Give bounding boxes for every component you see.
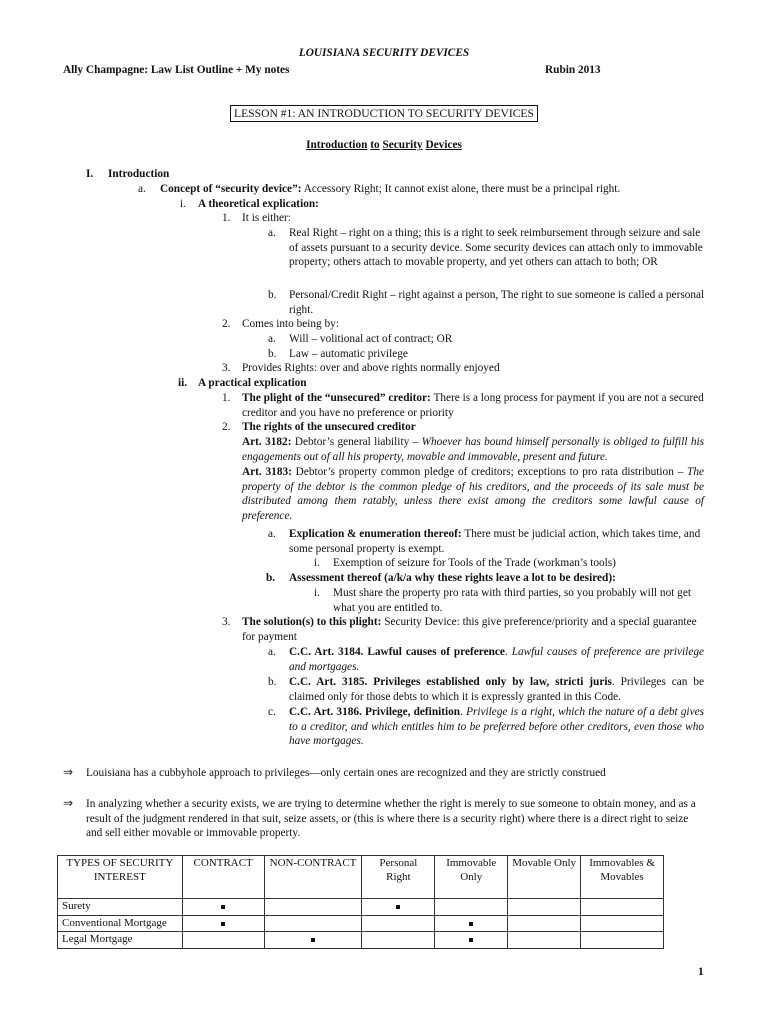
bullet-mark-icon (469, 938, 473, 942)
outline-item-art-3184: C.C. Art. 3184. Lawful causes of preference. Lawful causes of preference are privilege and mortgages. (289, 646, 704, 673)
lesson-title: LESSON #1: AN INTRODUCTION TO SECURITY DEVICES (230, 105, 538, 122)
arrow-icon: ⇒ (63, 765, 74, 779)
table-cell-mark (581, 932, 664, 949)
item-label: C.C. Art. 3186. Privilege, definition (289, 706, 461, 718)
item-quote: Privilege is a right, which the nature of a debt gives to a creditor, and which entitles him to be preferred before other creditors, even those who have mortgages. (289, 706, 704, 748)
outline-heading-assessment: Assessment thereof (a/k/a why these rights leave a lot to be desired): (289, 572, 616, 584)
outline-num: 2. (222, 421, 231, 433)
outline-num: a. (268, 333, 276, 345)
item-label: C.C. Art. 3184. Lawful causes of preference (289, 646, 505, 658)
table-header-cell: Immovable Only (435, 856, 508, 899)
table-header-cell: CONTRACT (182, 856, 264, 899)
table-row (58, 932, 664, 949)
outline-item: Must share the property pro rata with third parties, so you probably will not get what you are entitled to. (333, 587, 691, 614)
document-title: LOUISIANA SECURITY DEVICES (298, 47, 470, 59)
item-text: There is a long process for payment if you are not a secured creditor and you have no preference or priority (242, 392, 704, 419)
item-text: Security Device: this give preference/priority and a special guarantee for payment (242, 616, 697, 643)
table-cell-mark (581, 915, 664, 932)
subtitle-word: Devices (425, 139, 462, 151)
item-label: Concept of “security device”: (160, 183, 302, 195)
course-label: Rubin 2013 (545, 64, 601, 76)
subtitle-word: Introduction (306, 139, 368, 151)
outline-num: c. (268, 706, 276, 718)
outline-num: b. (266, 572, 276, 584)
bullet-mark-icon (311, 938, 315, 942)
item-text: There must be judicial action, which takes time, and some personal property is exempt. (289, 528, 701, 555)
outline-num: 1. (222, 392, 231, 404)
outline-num: I. (86, 168, 94, 180)
table-cell-mark (362, 899, 435, 916)
outline-heading-rights: The rights of the unsecured creditor (242, 421, 416, 433)
outline-item-real-right: Real Right – right on a thing; this is a right to seek reimbursement through seizure and sale of assets pursuant to a security device. Some security devices can attach only to immovable property; others attach to movable property, and yet others can attach to both; OR (289, 227, 703, 269)
table-cell-mark (508, 899, 581, 916)
table-cell-mark (508, 932, 581, 949)
outline-item: It is either: (242, 212, 291, 224)
note-text: Louisiana has a cubbyhole approach to privileges—only certain ones are recognized and they are strictly construed (86, 767, 606, 779)
outline-heading-theoretical: A theoretical explication: (198, 198, 319, 210)
outline-num: 2. (222, 318, 231, 330)
table-cell-mark (264, 899, 362, 916)
bullet-mark-icon (396, 905, 400, 909)
outline-heading-practical: A practical explication (198, 377, 307, 389)
outline-num: 1. (222, 212, 231, 224)
outline-num: b. (268, 676, 277, 688)
table-header-cell: Personal Right (362, 856, 435, 899)
outline-item: Exemption of seizure for Tools of the Trade (workman’s tools) (333, 557, 616, 569)
table-cell-mark (182, 915, 264, 932)
table-cell-name: Conventional Mortgage (58, 915, 183, 932)
article-label: Art. 3182: (242, 436, 292, 448)
item-label: Explication & enumeration thereof: (289, 528, 462, 540)
table-cell-mark (362, 915, 435, 932)
item-text: Accessory Right; It cannot exist alone, there must be a principal right. (303, 183, 621, 195)
table-cell-mark (182, 932, 264, 949)
table-header-cell: Movable Only (508, 856, 581, 899)
table-cell-mark (264, 915, 362, 932)
item-label: C.C. Art. 3185. Privileges established only by law, stricti juris (289, 676, 612, 688)
arrow-icon: ⇒ (63, 796, 74, 810)
outline-item-solutions (242, 615, 704, 644)
outline-item-art-3185: C.C. Art. 3185. Privileges established only by law, stricti juris. Privileges can be claimed only for those debts to which it is expressly granted in this Code. (289, 676, 704, 703)
bullet-mark-icon (221, 922, 225, 926)
item-text: Privileges can be claimed only for those debts to which it is expressly granted in this Code. (289, 676, 704, 703)
table-cell-name: Legal Mortgage (58, 932, 183, 949)
table-cell-name: Surety (58, 899, 183, 916)
outline-num: a. (138, 183, 146, 195)
section-subtitle (0, 138, 768, 153)
outline-num: 3. (222, 362, 231, 374)
outline-item-personal-right: Personal/Credit Right – right against a person, The right to sue someone is called a personal right. (289, 289, 705, 316)
outline-num: ii. (178, 377, 188, 389)
table-cell-mark (581, 899, 664, 916)
outline-num: i. (180, 198, 186, 210)
outline-item-art-3186: C.C. Art. 3186. Privilege, definition. Privilege is a right, which the nature of a debt gives to a creditor, and which entitles him to be preferred before other creditors, even those who have mortgages. (289, 706, 704, 748)
outline-num: 3. (222, 616, 231, 628)
table-cell-mark (435, 915, 508, 932)
table-header-cell: Immovables & Movables (581, 856, 664, 899)
article-text: Debtor’s property common pledge of creditors; exceptions to pro rata distribution – (295, 466, 684, 478)
item-label: The plight of the “unsecured” creditor: (242, 392, 431, 404)
outline-num: a. (268, 227, 276, 239)
outline-item-explication (289, 527, 704, 556)
outline-num: b. (268, 289, 277, 301)
security-types-table (57, 855, 664, 949)
article-3183 (242, 465, 704, 523)
outline-item: Comes into being by: (242, 318, 339, 330)
table-header-cell: NON-CONTRACT (264, 856, 362, 899)
article-quote: Whoever has bound himself personally is obliged to fulfill his engagements out of all his property, movable and immovable, present and future. (242, 436, 705, 463)
outline-item: Provides Rights: over and above rights normally enjoyed (242, 362, 500, 374)
table-cell-mark (435, 932, 508, 949)
outline-item: Law – automatic privilege (289, 348, 408, 360)
outline-item: Will – volitional act of contract; OR (289, 333, 453, 345)
item-quote: Lawful causes of preference are privilege and mortgages. (289, 646, 704, 673)
subtitle-word: to (370, 139, 380, 151)
outline-num: i. (314, 587, 320, 599)
page-number: 1 (698, 966, 704, 978)
lesson-title-row (0, 107, 768, 122)
outline-num: a. (268, 646, 276, 658)
table-cell-mark (435, 899, 508, 916)
article-text: Debtor’s general liability – (294, 436, 419, 448)
outline-heading-introduction: Introduction (108, 168, 170, 180)
table-cell-mark (508, 915, 581, 932)
article-3182 (242, 435, 704, 464)
outline-num: b. (268, 348, 277, 360)
subtitle-word: Security (382, 139, 423, 151)
note-text: In analyzing whether a security exists, we are trying to determine whether the right is merely to sue someone to obtain money, and as a result of the judgment rendered in that suit, seize assets, or (this is where there is a security right) where there is a direct right to seize and sell either movable or immovable property. (86, 798, 696, 840)
table-row (58, 899, 664, 916)
table-cell-mark (182, 899, 264, 916)
bullet-mark-icon (469, 922, 473, 926)
table-row (58, 915, 664, 932)
table-header-cell: TYPES OF SECURITY INTEREST (58, 856, 183, 899)
outline-item-plight (242, 391, 704, 420)
outline-num: i. (314, 557, 320, 569)
table-header-row (58, 856, 664, 899)
table-cell-mark (362, 932, 435, 949)
article-quote: The property of the debtor is the common pledge of his creditors, and the proceeds of its sale must be distributed among them ratably, unless there exist among the creditors some lawful cause of preference. (242, 466, 704, 522)
outline-num: a. (268, 528, 276, 540)
outline-item-concept (160, 182, 620, 197)
author-line: Ally Champagne: Law List Outline + My notes (63, 64, 290, 76)
table-cell-mark (264, 932, 362, 949)
item-label: The solution(s) to this plight: (242, 616, 382, 628)
bullet-mark-icon (221, 905, 225, 909)
article-label: Art. 3183: (242, 466, 292, 478)
